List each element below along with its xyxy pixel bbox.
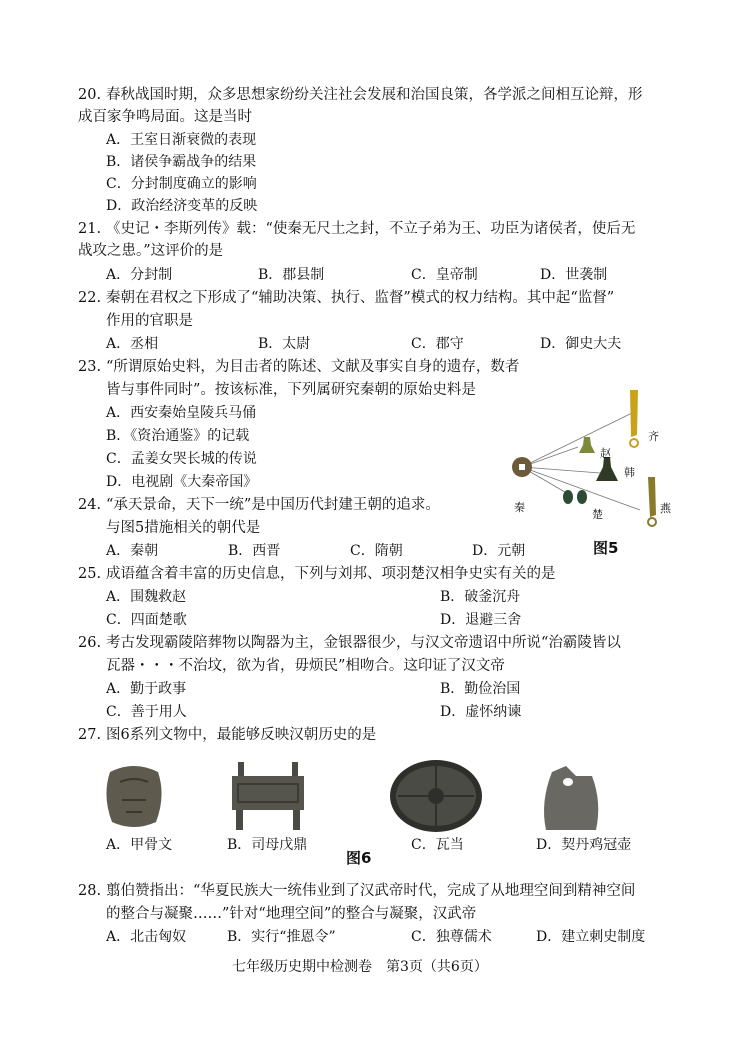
- q22-number: 22.: [78, 290, 102, 306]
- q25-number: 25.: [78, 566, 102, 582]
- q23-stem-line1: “所谓原始史料，为目击者的陈述、文献及事实自身的遗存，数者: [106, 359, 520, 375]
- figure5-label-yan: 燕: [660, 502, 671, 515]
- zhao-spade-coin: [579, 437, 595, 453]
- figure5-label-qin: 秦: [514, 501, 525, 514]
- figure5-caption: 图5: [593, 539, 619, 557]
- q20-option-c: C．分封制度确立的影响: [106, 176, 257, 192]
- q21-number: 21.: [78, 221, 102, 237]
- q27-option-c: C．瓦当: [411, 837, 464, 853]
- q25-stem-line1: 成语蕴含着丰富的历史信息，下列与刘邦、项羽楚汉相争史实有关的是: [106, 566, 556, 582]
- q24-option-a: A．秦朝: [106, 543, 159, 559]
- q21-option-b: B．郡县制: [258, 267, 325, 283]
- wadang-tile-image: [388, 758, 484, 834]
- q21-option-d: D．世袭制: [540, 267, 608, 283]
- oracle-bone-image: [100, 760, 168, 832]
- khitan-cockscomb-pot-image: [536, 762, 608, 832]
- q20-option-b: B．诸侯争霸战争的结果: [106, 154, 257, 170]
- q25-option-c: C．四面楚歌: [106, 612, 187, 628]
- q28-option-a: A．北击匈奴: [106, 929, 187, 945]
- q24-option-d: D．元朝: [472, 543, 526, 559]
- q23-option-d: D．电视剧《大秦帝国》: [106, 474, 258, 490]
- q22-stem-line1: 秦朝在君权之下形成了“辅助决策、执行、监督”模式的权力结构。其中起“监督”: [106, 290, 615, 306]
- q24-number: 24.: [78, 497, 102, 513]
- q23-stem-line2: 皆与事件同时”。按该标准，下列属研究秦朝的原始史料是: [106, 382, 476, 398]
- q26-stem-line2: 瓦器・・・不治坟，欲为省，毋烦民”相吻合。这印证了汉文帝: [106, 658, 505, 674]
- q28-option-d: D．建立刺史制度: [536, 929, 646, 945]
- q27-option-d: D．契丹鸡冠壶: [536, 837, 632, 853]
- q27-stem-line1: 图6系列文物中，最能够反映汉朝历史的是: [106, 727, 377, 743]
- q25-option-b: B．破釜沉舟: [440, 589, 521, 605]
- q22-option-c: C．郡守: [411, 336, 464, 352]
- q28-option-c: C．独尊儒术: [411, 929, 492, 945]
- q20-number: 20.: [78, 87, 102, 103]
- q20-option-d: D．政治经济变革的反映: [106, 198, 258, 214]
- q23-option-c: C．孟姜女哭长城的传说: [106, 451, 257, 467]
- page-footer: 七年级历史期中检测卷 第3页（共6页）: [232, 959, 488, 975]
- q22-option-b: B．太尉: [258, 336, 311, 352]
- q28-stem-line1: 翦伯赞指出：“华夏民族大一统伟业到了汉武帝时代，完成了从地理空间到精神空间: [106, 883, 636, 899]
- q26-option-b: B．勤俭治国: [440, 681, 521, 697]
- q21-option-c: C．皇帝制: [411, 267, 478, 283]
- q23-option-a: A．西安秦始皇陵兵马俑: [106, 405, 257, 421]
- q22-option-a: A．丞相: [106, 336, 159, 352]
- qin-round-coin: [512, 457, 532, 477]
- q27-number: 27.: [78, 727, 102, 743]
- q22-stem-line2: 作用的官职是: [106, 313, 193, 329]
- figure5-label-zhao: 赵: [600, 447, 611, 460]
- q28-stem-line2: 的整合与凝聚……”针对“地理空间”的整合与凝聚，汉武帝: [106, 906, 477, 922]
- q26-stem-line1: 考古发现霸陵陪葬物以陶器为主，金银器很少，与汉文帝遗诏中所说“治霸陵皆以: [106, 635, 621, 651]
- q21-stem-line1: 《史记・李斯列传》载：“使秦无尺土之封，不立子弟为王、功臣为诸侯者，使后无: [106, 221, 636, 237]
- q22-option-d: D．御史大夫: [540, 336, 622, 352]
- q24-option-c: C．隋朝: [350, 543, 403, 559]
- simuwu-ding-image: [226, 762, 310, 830]
- q20-stem-line2: 成百家争鸣局面。这是当时: [78, 109, 252, 125]
- q24-stem-line2: 与图5措施相关的朝代是: [106, 520, 261, 536]
- q20-stem-line1: 春秋战国时期，众多思想家纷纷关注社会发展和治国良策，各学派之间相互论辩，形: [106, 87, 643, 103]
- q27-option-a: A．甲骨文: [106, 837, 173, 853]
- q21-option-a: A．分封制: [106, 267, 173, 283]
- q26-option-d: D．虚怀纳谏: [440, 704, 522, 720]
- figure6-caption: 图6: [346, 849, 372, 867]
- figure5-label-qi: 齐: [648, 430, 659, 443]
- yan-knife-coin: [648, 477, 656, 526]
- q21-stem-line2: 战攻之患。”这评价的是: [78, 243, 224, 259]
- q28-number: 28.: [78, 883, 102, 899]
- figure5-label-chu: 楚: [592, 508, 603, 521]
- q25-option-a: A．围魏救赵: [106, 589, 187, 605]
- q28-option-b: B．实行“推恩令”: [227, 929, 336, 945]
- q26-option-c: C．善于用人: [106, 704, 187, 720]
- q26-number: 26.: [78, 635, 102, 651]
- figure5-label-han: 韩: [624, 466, 635, 479]
- q23-number: 23.: [78, 359, 102, 375]
- q24-stem-line1: “承天景命，天下一统”是中国历代封建王朝的追求。: [106, 497, 440, 513]
- q26-option-a: A．勤于政事: [106, 681, 187, 697]
- q25-option-d: D．退避三舍: [440, 612, 522, 628]
- chu-ant-nose-coins: [563, 490, 587, 504]
- q20-option-a: A．王室日渐衰微的表现: [106, 132, 257, 148]
- qi-knife-coin: [630, 390, 638, 447]
- q23-option-b: B．《资治通鉴》的记载: [106, 428, 250, 444]
- q27-option-b: B．司母戊鼎: [227, 837, 308, 853]
- q24-option-b: B．西晋: [228, 543, 281, 559]
